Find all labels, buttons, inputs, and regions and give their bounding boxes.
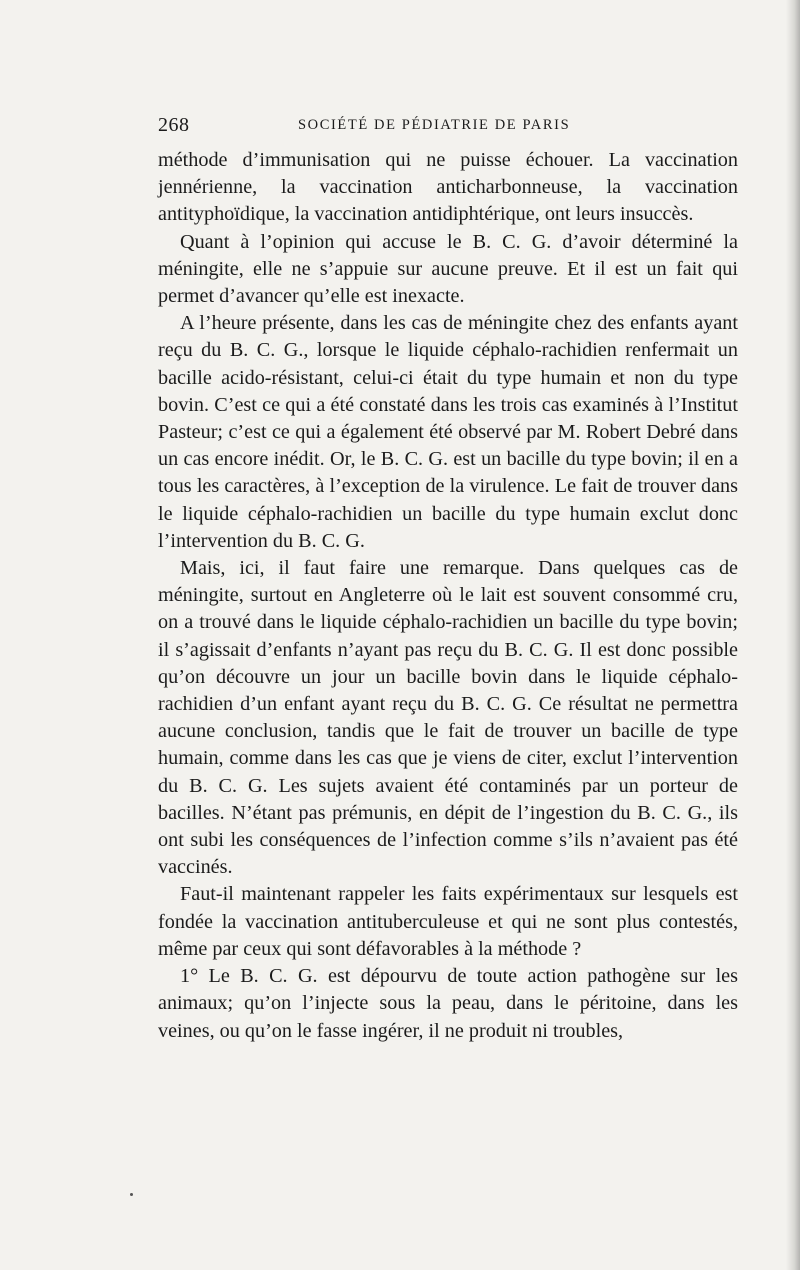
print-speck xyxy=(130,1193,133,1196)
page-header xyxy=(158,114,738,140)
paragraph: Mais, ici, il faut faire une remarque. Dans quelques cas de méningite, surtout en Angleterre où le lait est souvent consommé cru, on a trouvé dans le liquide céphalo-rachidien un bacille du type bovin; il s’agissait d’enfants n’ayant pas reçu du B. C. G. Il est donc possible qu’on découvre un jour un bacille bovin dans le liquide céphalo-rachidien d’un enfant ayant reçu du B. C. G. Ce résultat ne permettra aucune conclusion, tandis que le fait de trouver un bacille de type humain, comme dans les cas que je viens de citer, exclut l’intervention du B. C. G. Les sujets avaient été contaminés par un porteur de bacilles. N’étant pas prémunis, en dépit de l’ingestion du B. C. G., ils ont subi les conséquences de l’infection comme s’ils n’avaient pas été vaccinés. xyxy=(158,557,738,879)
page-edge-shadow xyxy=(786,0,800,1270)
body-text xyxy=(158,147,738,1045)
page-number: 268 xyxy=(158,114,190,136)
paragraph: 1° Le B. C. G. est dépourvu de toute action pathogène sur les animaux; qu’on l’injecte sous la peau, dans le péritoine, dans les veines, ou qu’on le fasse ingérer, il ne produit ni troubles, xyxy=(158,965,738,1042)
paragraph: Faut-il maintenant rappeler les faits expérimentaux sur lesquels est fondée la vaccination antituberculeuse et qui ne sont plus contestés, même par ceux qui sont défavorables à la méthode ? xyxy=(158,883,738,960)
paragraph: A l’heure présente, dans les cas de méningite chez des enfants ayant reçu du B. C. G., lorsque le liquide céphalo-rachidien renfermait un bacille acido-résistant, celui-ci était du type humain et non du type bovin. C’est ce qui a été constaté dans les trois cas examinés à l’Institut Pasteur; c’est ce qui a également été observé par M. Robert Debré dans un cas encore inédit. Or, le B. C. G. est un bacille du type bovin; il en a tous les caractères, à l’exception de la virulence. Le fait de trouver dans le liquide céphalo-rachidien un bacille du type humain exclut donc l’intervention du B. C. G. xyxy=(158,312,738,552)
running-title: SOCIÉTÉ DE PÉDIATRIE DE PARIS xyxy=(298,117,571,133)
paragraph: Quant à l’opinion qui accuse le B. C. G. d’avoir déterminé la méningite, elle ne s’appuie sur aucune preuve. Et il est un fait qui permet d’avancer qu’elle est inexacte. xyxy=(158,230,738,308)
paragraph-continued: méthode d’immunisation qui ne puisse échouer. La vaccination jennérienne, la vaccination anticharbonneuse, la vaccination antityphoïdique, la vaccination antidiphtérique, ont leurs insuccès. xyxy=(158,149,738,226)
